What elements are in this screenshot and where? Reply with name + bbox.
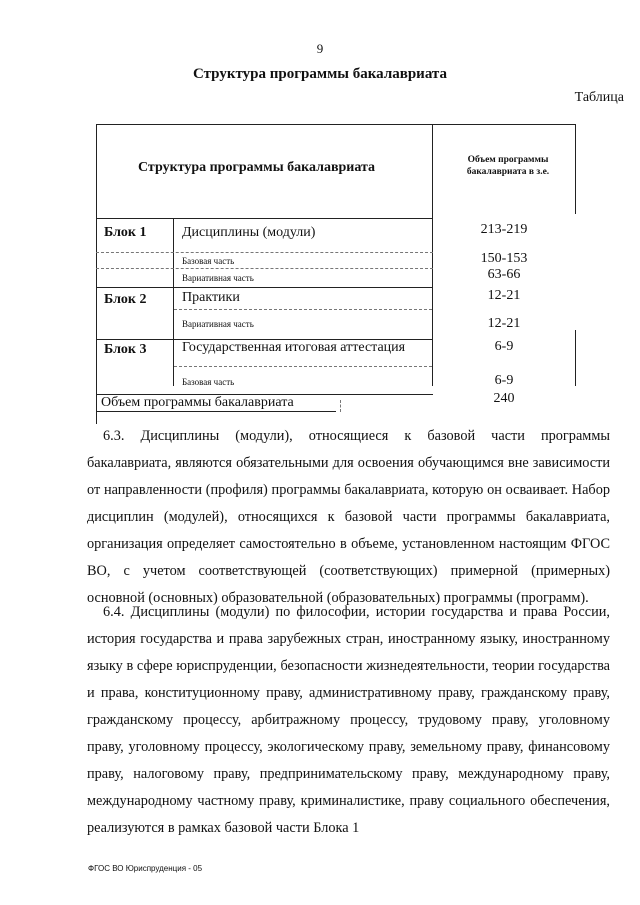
row-name: Вариативная часть	[182, 273, 254, 283]
row-value: 150-153	[480, 251, 528, 266]
structure-column-header: Структура программы бакалавриата	[138, 160, 376, 175]
table-left-border	[96, 124, 97, 424]
row-value: 12-21	[487, 316, 521, 331]
row-name: Базовая часть	[182, 377, 235, 387]
table-label: Таблица	[574, 90, 624, 105]
row-name: Государственная итоговая аттестация	[182, 340, 406, 355]
table-top-border	[96, 124, 576, 125]
volume-column-divider	[432, 124, 433, 386]
page-title: Структура программы бакалавриата	[193, 66, 447, 82]
row-value: 12-21	[487, 288, 521, 303]
block-1-label: Блок 1	[104, 225, 147, 240]
page-number: 9	[316, 41, 324, 56]
block2-top-border	[96, 287, 433, 288]
page-footer: ФГОС ВО Юриспруденция - 05	[88, 864, 203, 873]
volume-column-header: Объем программы бакалавриата в з.е.	[466, 155, 550, 177]
row-value: 6-9	[494, 373, 514, 388]
table-right-border	[575, 124, 576, 214]
paragraph-text: 6.4. Дисциплины (модули) по философии, истории государства и права России, история государства и права зарубежных стран, иностранному языку, иностранному языку в сфере юриспруденции, безопасности жизнедеятельности, теории государства и права, конституционному праву, административному праву, гражданскому праву, гражданскому процессу, арбитражному процессу, трудовому праву, уголовному праву, уголовному процессу, экологическому праву, земельному праву, финансовому праву, налоговому праву, предпринимательскому праву, международному праву, международному частному праву, криминалистике, праву социального обеспечения, реализуются в рамках базовой части Блока 1	[87, 604, 610, 836]
row-name: Базовая часть	[182, 256, 235, 266]
total-value: 240	[493, 391, 515, 406]
structure-table	[0, 0, 640, 430]
block-2-label: Блок 2	[104, 292, 147, 307]
row-name: Дисциплины (модули)	[182, 225, 316, 240]
row-name: Практики	[182, 290, 240, 305]
total-label: Объем программы бакалавриата	[101, 395, 294, 410]
paragraph-6-3	[87, 423, 610, 612]
header-bottom-border	[96, 218, 433, 219]
block-3-label: Блок 3	[104, 342, 147, 357]
scan-artifact-line	[340, 400, 341, 412]
row-value: 6-9	[494, 339, 514, 354]
block-row-right-border	[575, 330, 576, 386]
row-value: 63-66	[487, 267, 521, 282]
paragraph-6-4	[87, 599, 610, 842]
row-separator	[96, 252, 433, 253]
row-separator	[174, 309, 432, 310]
row-name: Вариативная часть	[182, 319, 254, 329]
row-separator	[174, 366, 432, 367]
name-column-divider	[173, 218, 174, 386]
table-bottom-border	[96, 411, 336, 412]
row-value: 213-219	[480, 222, 528, 237]
paragraph-text: 6.3. Дисциплины (модули), относящиеся к базовой части программы бакалавриата, являются обязательными для освоения обучающимся вне зависимости от направленности (профиля) программы бакалавриата, которую он осваивает. Набор дисциплин (модулей), относящихся к базовой части программы бакалавриата, организация определяет самостоятельно в объеме, установленном настоящим ФГОС ВО, с учетом соответствующей (соответствующих) примерной (примерных) основной (основных) образовательной (образовательных) программы (программ).	[87, 428, 610, 606]
row-separator	[96, 268, 433, 269]
